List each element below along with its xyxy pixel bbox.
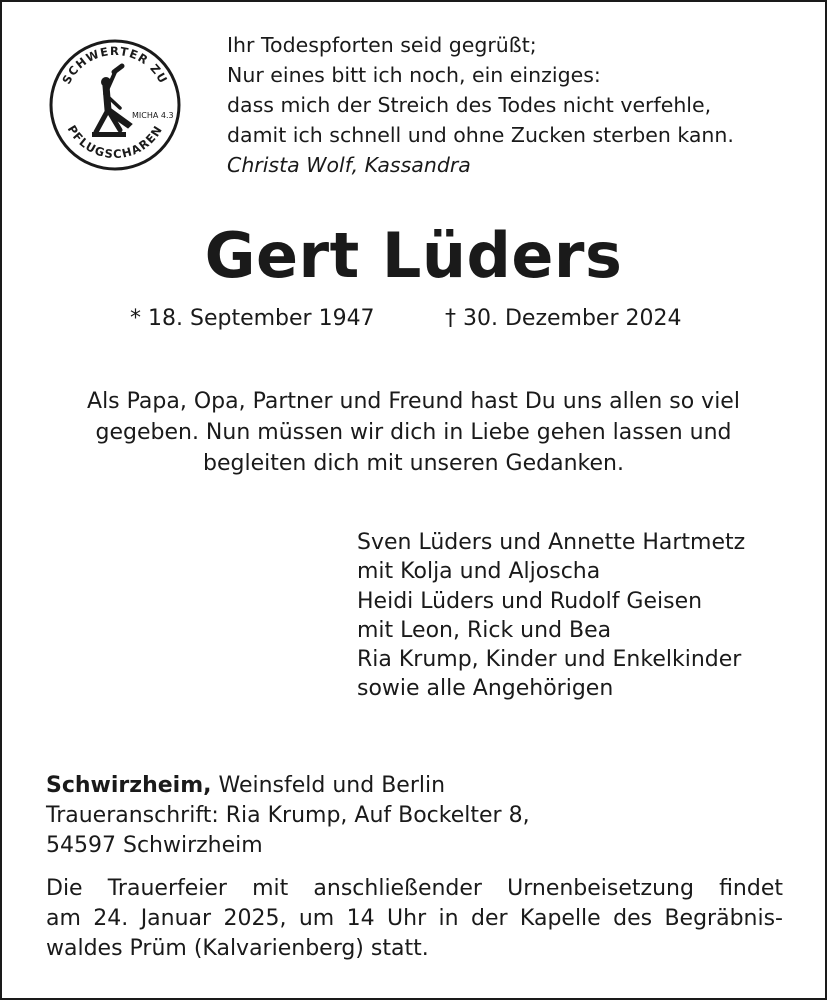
poem-line: Ihr Todespforten seid gegrüßt; bbox=[227, 33, 537, 57]
poem bbox=[227, 30, 734, 180]
poem-credit: Christa Wolf, Kassandra bbox=[227, 153, 471, 177]
mourner-line: Heidi Lüders und Rudolf Geisen bbox=[357, 588, 703, 614]
poem-line: damit ich schnell und ohne Zucken sterben kann. bbox=[227, 123, 734, 147]
seal-arc-text: SCHWERTER ZU bbox=[59, 43, 171, 87]
deceased-name: Gert Lüders bbox=[204, 219, 623, 292]
mourners-list bbox=[357, 528, 745, 704]
postal-code-city: 54597 Schwirzheim bbox=[46, 833, 263, 858]
seal-reference: MICHA 4.3 bbox=[132, 111, 174, 120]
mourner-line: mit Leon, Rick und Bea bbox=[357, 617, 612, 643]
address-block bbox=[46, 771, 530, 861]
birth-date: * 18. September 1947 bbox=[130, 306, 375, 331]
funeral-service-info bbox=[46, 874, 783, 964]
mourner-line: Ria Krump, Kinder und Enkelkinder bbox=[357, 647, 742, 673]
svg-text:SCHWERTER ZU bbox=[59, 44, 170, 86]
message-line: begleiten dich mit unseren Gedanken. bbox=[203, 451, 624, 476]
message-line: Als Papa, Opa, Partner und Freund hast Du uns allen so viel bbox=[87, 389, 740, 414]
farewell-message bbox=[20, 386, 807, 479]
poem-line: Nur eines bitt ich noch, ein einziges: bbox=[227, 63, 601, 87]
service-line: waldes Prüm (Kalvarienberg) statt. bbox=[46, 936, 429, 961]
poem-line: dass mich der Streich des Todes nicht verfehle, bbox=[227, 93, 712, 117]
mourner-line: Sven Lüders und Annette Hartmetz bbox=[357, 530, 746, 555]
mourner-line: mit Kolja und Aljoscha bbox=[357, 559, 601, 585]
svg-text:PFLUGSCHAREN: PFLUGSCHAREN bbox=[64, 122, 166, 162]
death-date: † 30. Dezember 2024 bbox=[445, 306, 682, 331]
address-towns bbox=[46, 771, 530, 801]
mourning-address: Traueranschrift: Ria Krump, Auf Bockelter 8, bbox=[46, 803, 530, 828]
message-line: gegeben. Nun müssen wir dich in Liebe gehen lassen und bbox=[95, 420, 732, 445]
mourner-line: sowie alle Angehörigen bbox=[357, 676, 614, 702]
address-town-bold: Schwirzheim, bbox=[46, 773, 212, 798]
service-line: am 24. Januar 2025, um 14 Uhr in der Kapelle des Begräbnis- bbox=[46, 906, 783, 931]
service-line: Die Trauerfeier mit anschließender Urnenbeisetzung findet bbox=[46, 876, 783, 901]
address-town-rest: Weinsfeld und Berlin bbox=[218, 773, 446, 798]
swords-to-ploughshares-seal-icon bbox=[48, 38, 182, 172]
